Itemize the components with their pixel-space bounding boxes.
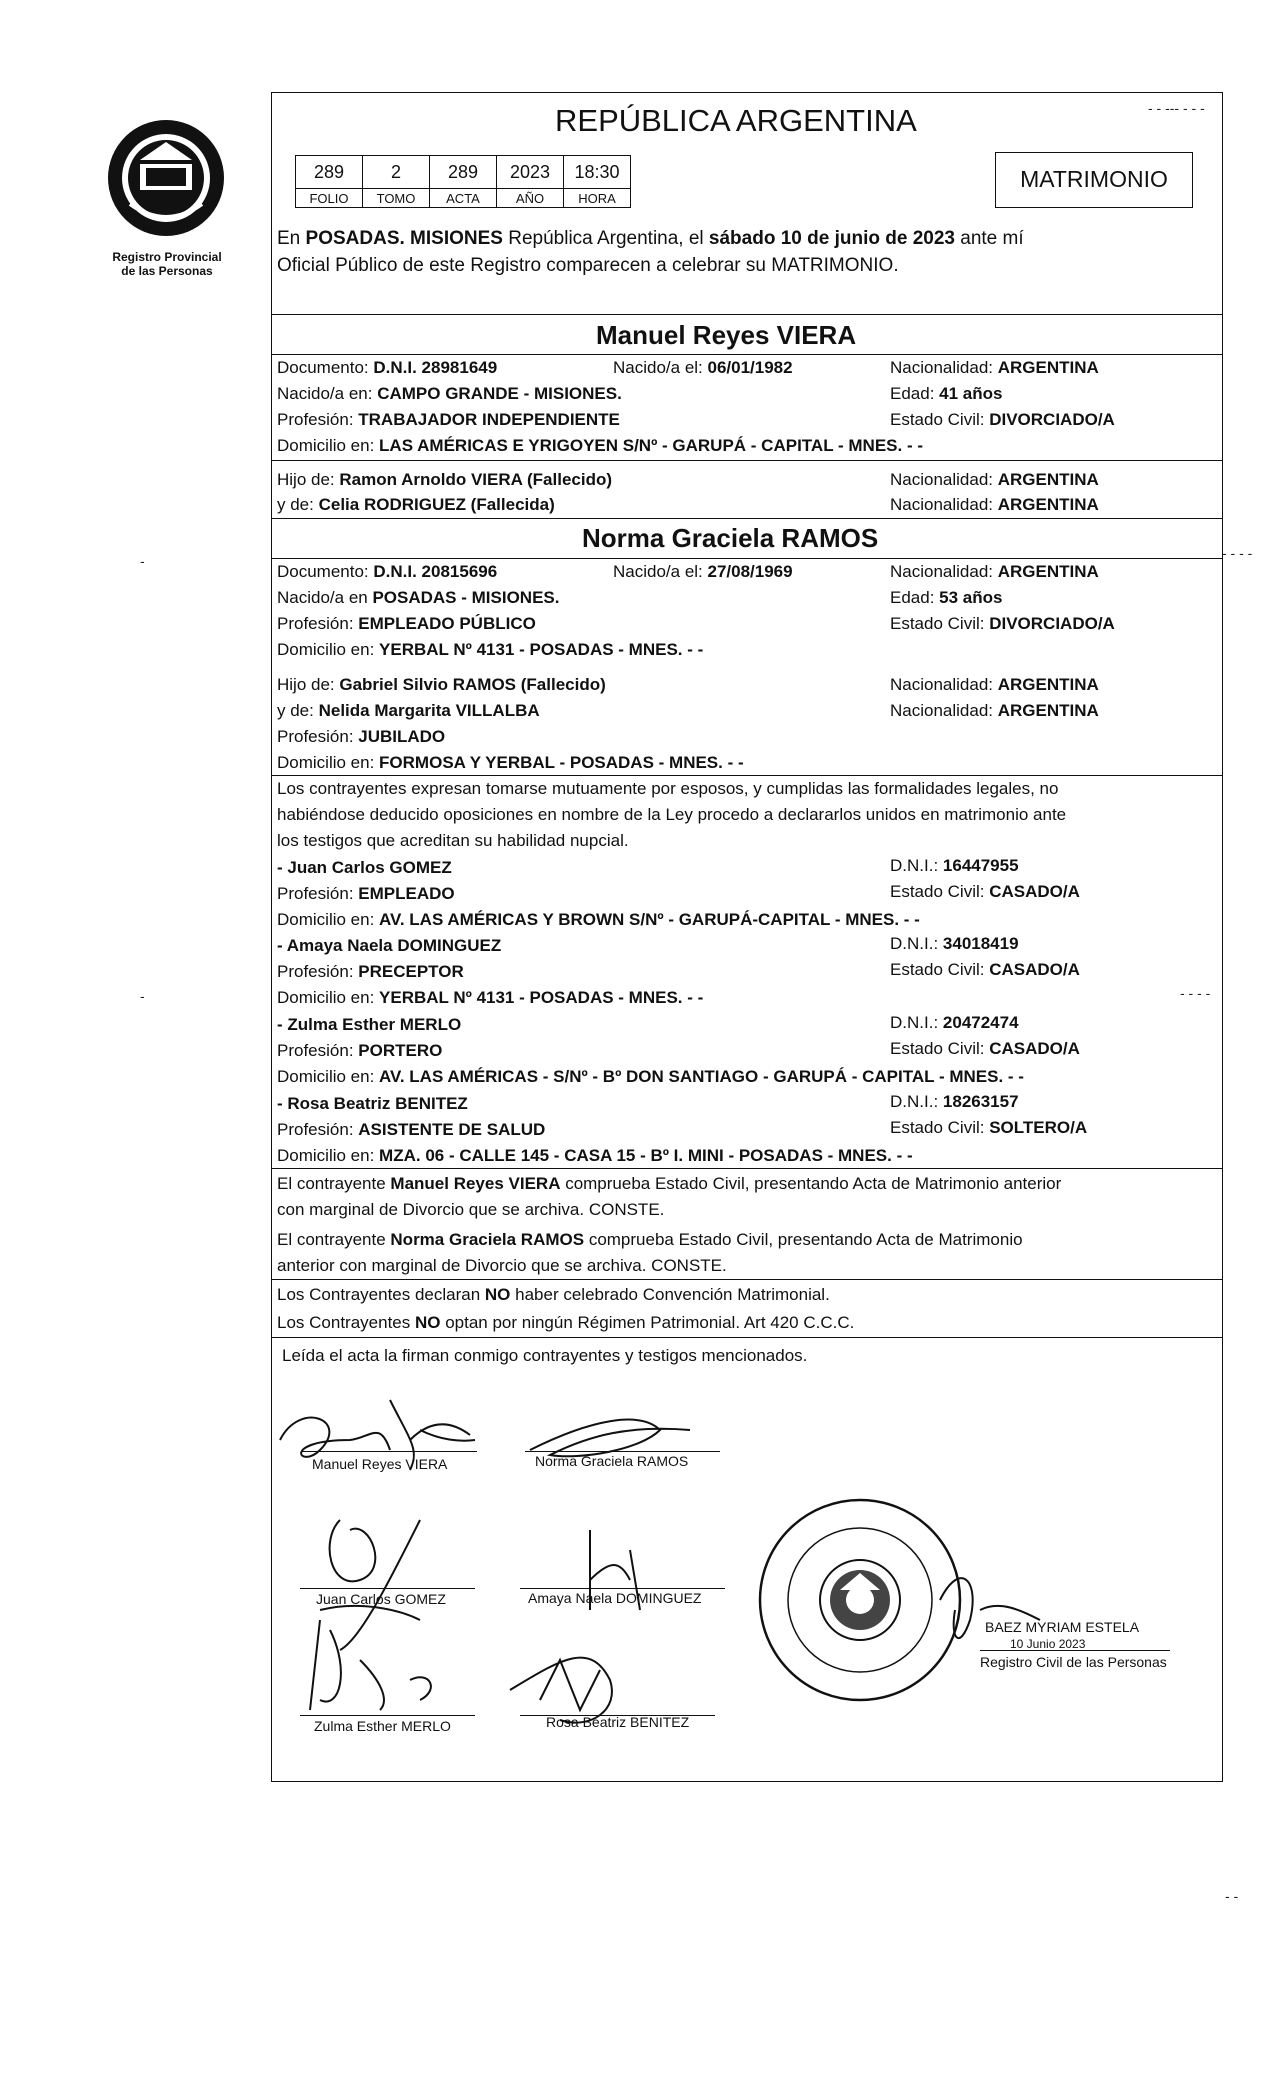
acta-label: ACTA bbox=[430, 189, 497, 208]
regime-line-1: Los Contrayentes declaran NO haber celebrado Convención Matrimonial. bbox=[277, 1285, 830, 1304]
officer-name: BAEZ MYRIAM ESTELA bbox=[985, 1619, 1140, 1635]
spouse1-doc: Documento: D.N.I. 28981649 bbox=[277, 358, 498, 377]
witness3-dni: D.N.I.: 20472474 bbox=[890, 1013, 1019, 1032]
signature-label-witness3: Zulma Esther MERLO bbox=[314, 1718, 451, 1734]
spouse2-birthplace: Nacido/a en POSADAS - MISIONES. bbox=[277, 588, 560, 607]
spouse2-profession: Profesión: EMPLEADO PÚBLICO bbox=[277, 614, 536, 633]
margin-mark: - - - - bbox=[1180, 985, 1211, 1001]
witness2-dni: D.N.I.: 34018419 bbox=[890, 934, 1019, 953]
signature-label-witness2: Amaya Naela DOMINGUEZ bbox=[528, 1590, 702, 1606]
margin-mark: - - bbox=[1225, 1888, 1239, 1904]
witness1-profession: Profesión: EMPLEADO bbox=[277, 884, 455, 903]
witness1-civil-status: Estado Civil: CASADO/A bbox=[890, 882, 1080, 901]
folio-value: 289 bbox=[296, 156, 363, 189]
year-value: 2023 bbox=[497, 156, 564, 189]
spouse1-father: Hijo de: Ramon Arnoldo VIERA (Fallecido) bbox=[277, 470, 613, 489]
signature-label-spouse1: Manuel Reyes VIERA bbox=[312, 1456, 448, 1472]
registry-table bbox=[295, 155, 631, 208]
spouse2-mother-address: Domicilio en: FORMOSA Y YERBAL - POSADAS - MNES. - - bbox=[277, 753, 744, 772]
declaration-line-1: Los contrayentes expresan tomarse mutuamente por esposos, y cumplidas las formalidades legales, no bbox=[277, 779, 1059, 798]
witness1-dni: D.N.I.: 16447955 bbox=[890, 856, 1019, 875]
spouse2-born: Nacido/a el: 27/08/1969 bbox=[613, 562, 793, 581]
folio-label: FOLIO bbox=[296, 189, 363, 208]
spouse1-age: Edad: 41 años bbox=[890, 384, 1003, 403]
witness4-name: - Rosa Beatriz BENITEZ bbox=[277, 1094, 468, 1113]
officer-role: Registro Civil de las Personas bbox=[980, 1654, 1167, 1670]
act-type-box: MATRIMONIO bbox=[995, 152, 1193, 208]
regime-line-2: Los Contrayentes NO optan por ningún Régimen Patrimonial. Art 420 C.C.C. bbox=[277, 1313, 855, 1332]
note1-line-2: con marginal de Divorcio que se archiva. CONSTE. bbox=[277, 1200, 665, 1219]
spouse1-name: Manuel Reyes VIERA bbox=[596, 320, 857, 350]
witness4-address: Domicilio en: MZA. 06 - CALLE 145 - CASA 15 - Bº I. MINI - POSADAS - MNES. - - bbox=[277, 1146, 913, 1165]
witness4-dni: D.N.I.: 18263157 bbox=[890, 1092, 1019, 1111]
spouse1-father-nationality: Nacionalidad: ARGENTINA bbox=[890, 470, 1099, 489]
year-label: AÑO bbox=[497, 189, 564, 208]
spouse1-address: Domicilio en: LAS AMÉRICAS E YRIGOYEN S/Nº - GARUPÁ - CAPITAL - MNES. - - bbox=[277, 436, 923, 455]
spouse1-mother-nationality: Nacionalidad: ARGENTINA bbox=[890, 495, 1099, 514]
witness2-civil-status: Estado Civil: CASADO/A bbox=[890, 960, 1080, 979]
witness2-profession: Profesión: PRECEPTOR bbox=[277, 962, 464, 981]
witness4-civil-status: Estado Civil: SOLTERO/A bbox=[890, 1118, 1088, 1137]
spouse1-born: Nacido/a el: 06/01/1982 bbox=[613, 358, 793, 377]
closing-statement: Leída el acta la firman conmigo contrayentes y testigos mencionados. bbox=[282, 1346, 808, 1365]
witness2-name: - Amaya Naela DOMINGUEZ bbox=[277, 936, 502, 955]
spouse2-mother-nationality: Nacionalidad: ARGENTINA bbox=[890, 701, 1099, 720]
spouse2-father-nationality: Nacionalidad: ARGENTINA bbox=[890, 675, 1099, 694]
note2-line-1: El contrayente Norma Graciela RAMOS comprueba Estado Civil, presentando Acta de Matrimonio bbox=[277, 1230, 1023, 1249]
acta-value: 289 bbox=[430, 156, 497, 189]
spouse2-age: Edad: 53 años bbox=[890, 588, 1003, 607]
witness3-profession: Profesión: PORTERO bbox=[277, 1041, 443, 1060]
margin-mark: - - - - bbox=[1222, 545, 1253, 561]
witness2-address: Domicilio en: YERBAL Nº 4131 - POSADAS - MNES. - - bbox=[277, 988, 704, 1007]
hour-label: HORA bbox=[564, 189, 631, 208]
witness1-name: - Juan Carlos GOMEZ bbox=[277, 858, 452, 877]
registry-logo bbox=[100, 112, 232, 244]
declaration-line-3: los testigos que acreditan su habilidad nupcial. bbox=[277, 831, 629, 850]
page-title: REPÚBLICA ARGENTINA bbox=[555, 103, 917, 138]
spouse2-father: Hijo de: Gabriel Silvio RAMOS (Fallecido) bbox=[277, 675, 606, 694]
signature-label-spouse2: Norma Graciela RAMOS bbox=[535, 1453, 689, 1469]
spouse2-name: Norma Graciela RAMOS bbox=[582, 523, 879, 553]
note1-line-1: El contrayente Manuel Reyes VIERA comprueba Estado Civil, presentando Acta de Matrimonio anterior bbox=[277, 1174, 1062, 1193]
spouse1-profession: Profesión: TRABAJADOR INDEPENDIENTE bbox=[277, 410, 620, 429]
hour-value: 18:30 bbox=[564, 156, 631, 189]
spouse2-mother: y de: Nelida Margarita VILLALBA bbox=[277, 701, 540, 720]
spouse2-address: Domicilio en: YERBAL Nº 4131 - POSADAS - MNES. - - bbox=[277, 640, 704, 659]
declaration-line-2: habiéndose deducido oposiciones en nombre de la Ley procedo a declararlos unidos en matrimonio ante bbox=[277, 805, 1067, 824]
spouse2-doc: Documento: D.N.I. 20815696 bbox=[277, 562, 498, 581]
witness4-profession: Profesión: ASISTENTE DE SALUD bbox=[277, 1120, 546, 1139]
margin-mark: - - --- - - - bbox=[1148, 100, 1205, 116]
intro-line-1: En POSADAS. MISIONES República Argentina, el sábado 10 de junio de 2023 ante mí bbox=[277, 228, 1024, 249]
witness3-address: Domicilio en: AV. LAS AMÉRICAS - S/Nº - Bº DON SANTIAGO - GARUPÁ - CAPITAL - MNES. - - bbox=[277, 1067, 1024, 1086]
note2-line-2: anterior con marginal de Divorcio que se archiva. CONSTE. bbox=[277, 1256, 727, 1275]
signature-label-witness4: Rosa Beatriz BENITEZ bbox=[546, 1714, 690, 1730]
witness3-name: - Zulma Esther MERLO bbox=[277, 1015, 462, 1034]
spouse1-nationality: Nacionalidad: ARGENTINA bbox=[890, 358, 1099, 377]
spouse2-civil-status: Estado Civil: DIVORCIADO/A bbox=[890, 614, 1115, 633]
spouse1-civil-status: Estado Civil: DIVORCIADO/A bbox=[890, 410, 1115, 429]
tomo-label: TOMO bbox=[363, 189, 430, 208]
witness1-address: Domicilio en: AV. LAS AMÉRICAS Y BROWN S/Nº - GARUPÁ-CAPITAL - MNES. - - bbox=[277, 910, 920, 929]
spouse1-birthplace: Nacido/a en: CAMPO GRANDE - MISIONES. bbox=[277, 384, 622, 403]
spouse2-nationality: Nacionalidad: ARGENTINA bbox=[890, 562, 1099, 581]
margin-mark: - bbox=[140, 553, 145, 569]
officer-date: 10 Junio 2023 bbox=[1010, 1637, 1086, 1651]
spouse2-mother-profession: Profesión: JUBILADO bbox=[277, 727, 446, 746]
intro-line-2: Oficial Público de este Registro comparecen a celebrar su MATRIMONIO. bbox=[277, 255, 899, 276]
tomo-value: 2 bbox=[363, 156, 430, 189]
signature-label-witness1: Juan Carlos GOMEZ bbox=[316, 1591, 446, 1607]
margin-mark: - bbox=[140, 988, 145, 1004]
logo-caption: Registro Provincial de las Personas bbox=[112, 250, 222, 278]
spouse1-mother: y de: Celia RODRIGUEZ (Fallecida) bbox=[277, 495, 555, 514]
witness3-civil-status: Estado Civil: CASADO/A bbox=[890, 1039, 1080, 1058]
official-seal bbox=[755, 1495, 965, 1705]
